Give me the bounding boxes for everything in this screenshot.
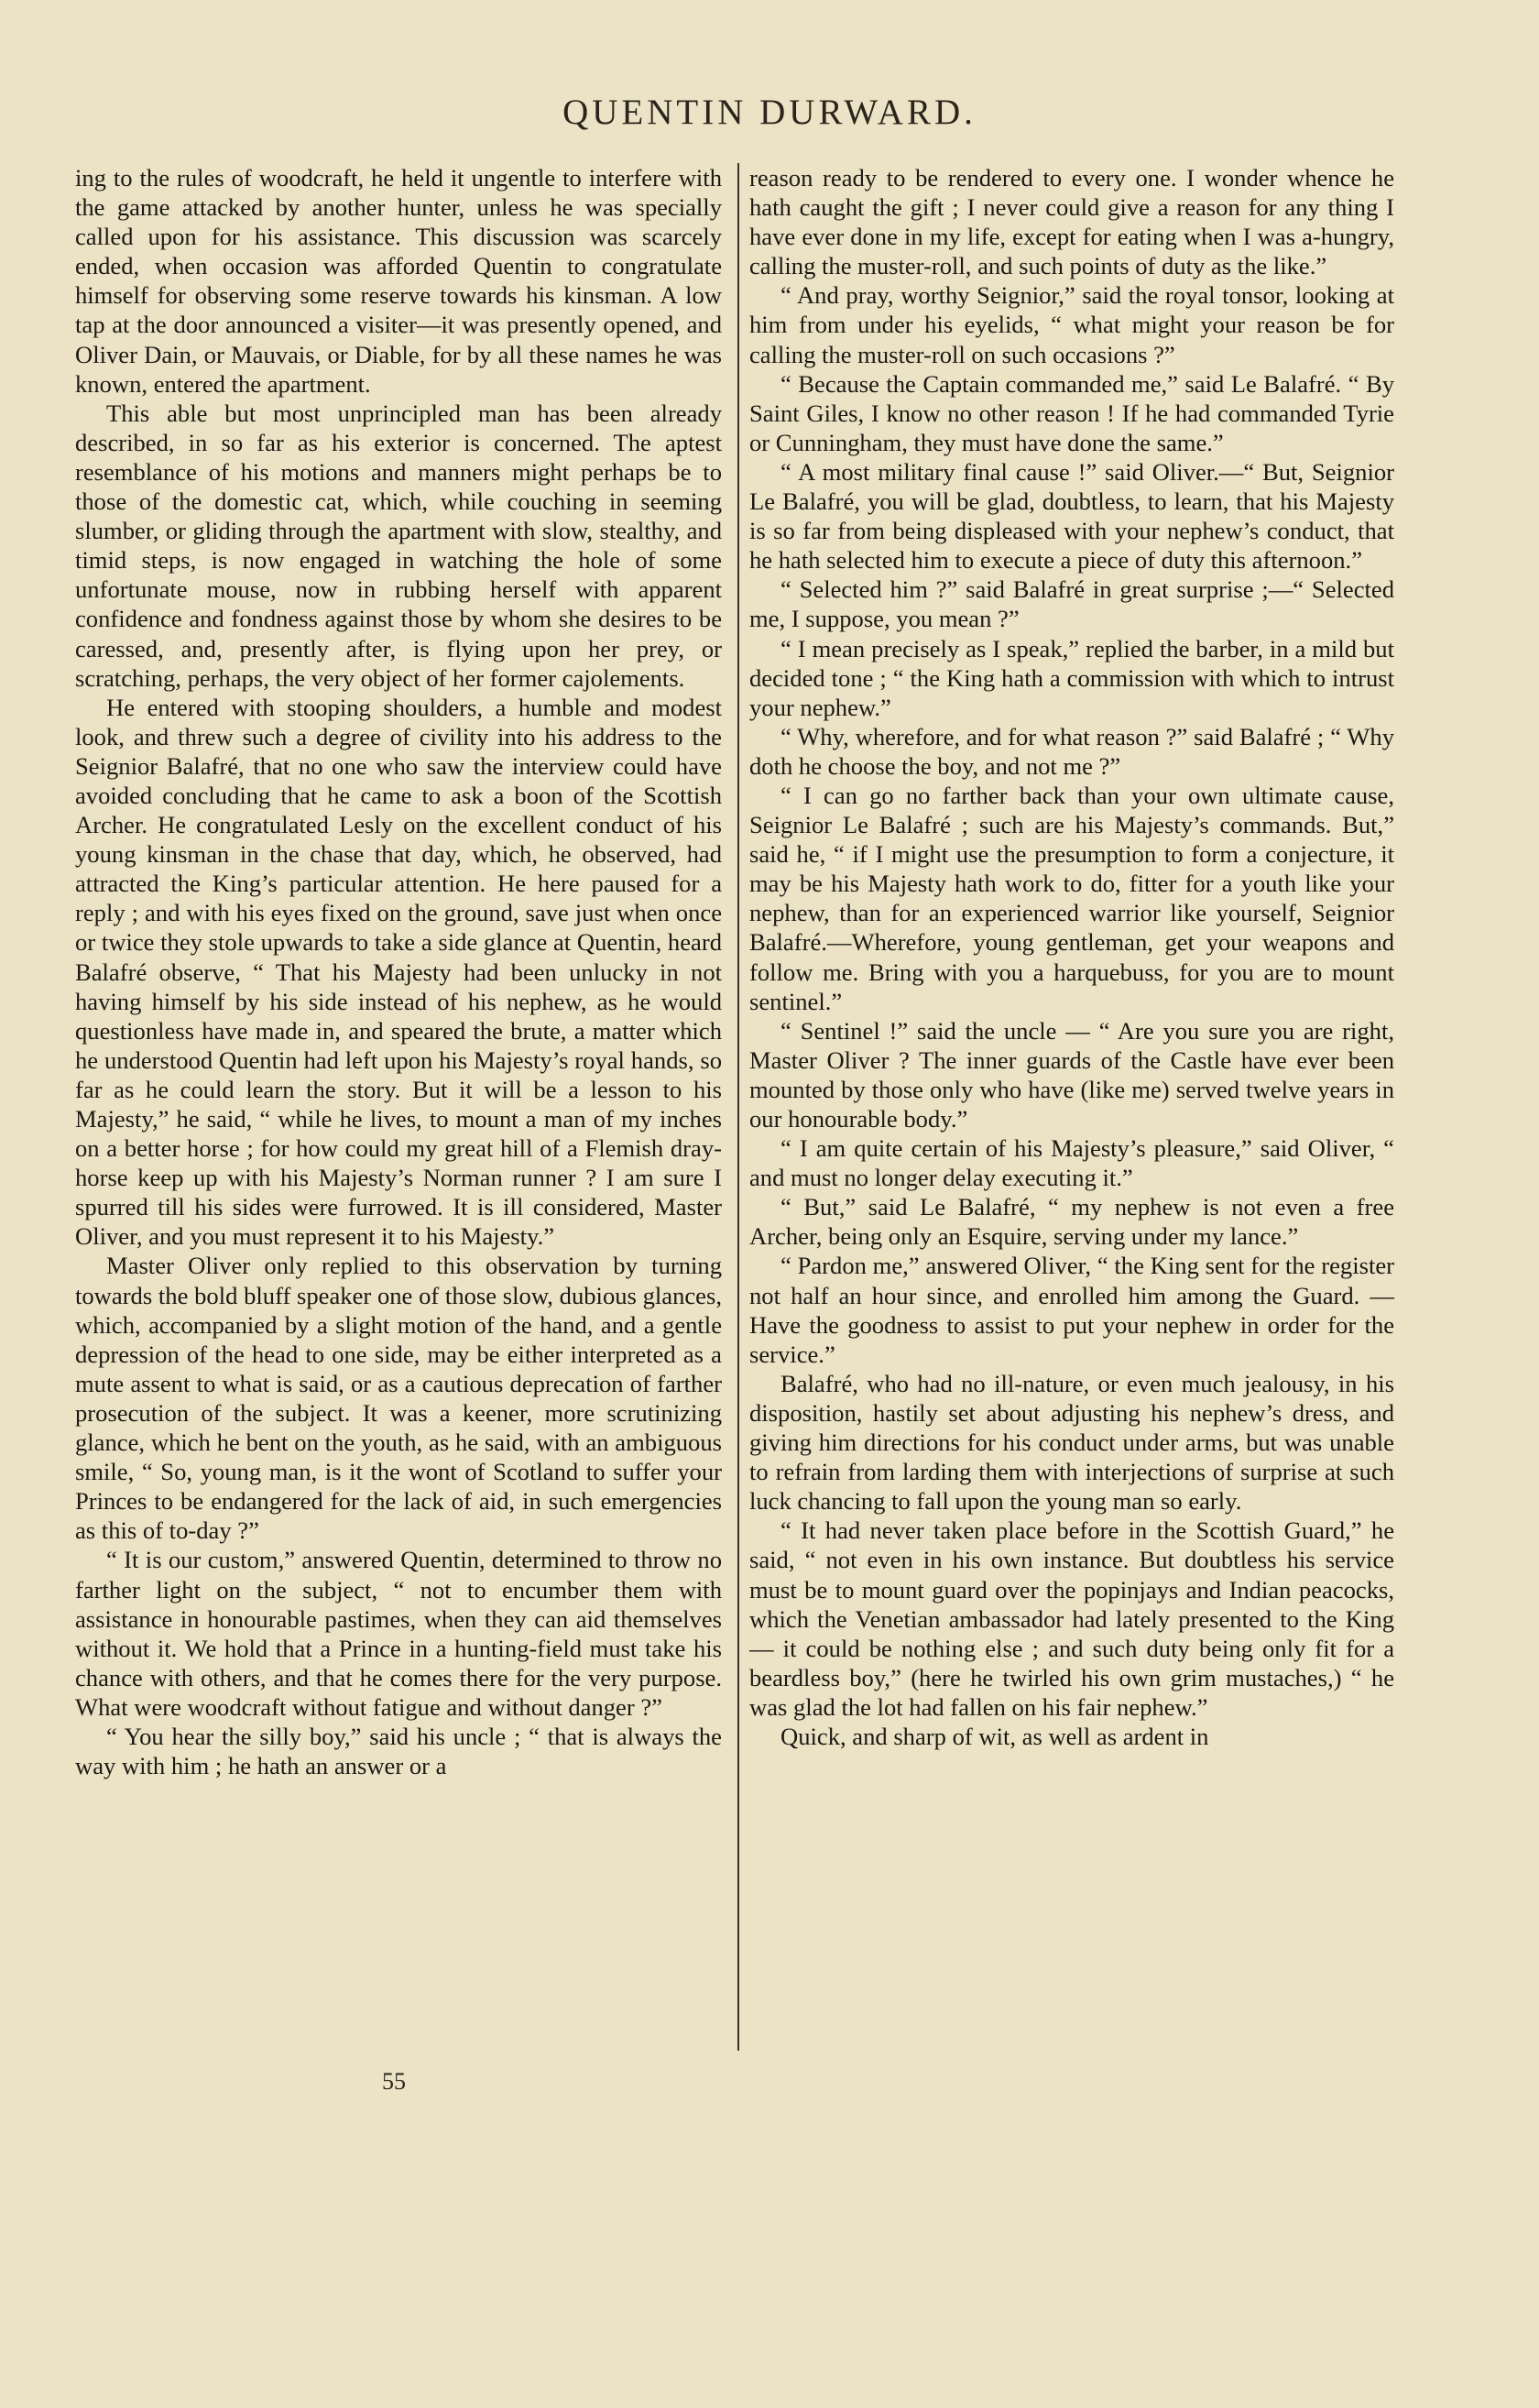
- paragraph: “ You hear the silly boy,” said his uncle ; “ that is always the way with him ; he hath an answer or a: [75, 1722, 722, 1780]
- paragraph: “ And pray, worthy Seignior,” said the royal tonsor, looking at him from under his eyelids, “ what might your reason be for calling the muster-roll on such occasions ?”: [749, 281, 1394, 368]
- paragraph: “ Sentinel !” said the uncle — “ Are you sure you are right, Master Oliver ? The inner guards of the Castle have ever been mounted by those only who have (like me) served twelve years in our honourable body.”: [749, 1016, 1394, 1133]
- running-head: QUENTIN DURWARD.: [562, 93, 977, 132]
- paragraph: “ Why, wherefore, and for what reason ?” said Balafré ; “ Why doth he choose the boy, and not me ?”: [749, 722, 1394, 780]
- paragraph: “ But,” said Le Balafré, “ my nephew is not even a free Archer, being only an Esquire, serving under my lance.”: [749, 1193, 1394, 1251]
- paragraph: “ It is our custom,” answered Quentin, determined to throw no farther light on the subject, “ not to encumber them with assistance in honourable pastimes, when they can aid themselves without it. We hold that a Prince in a hunting-field must take his chance with others, and that he comes there for the very purpose. What were woodcraft without fatigue and without danger ?”: [75, 1546, 722, 1721]
- paragraph: “ I can go no farther back than your own ultimate cause, Seignior Le Balafré ; such are his Majesty’s commands. But,” said he, “ if I might use the presumption to form a conjecture, it may be his Majesty hath work to do, fitter for a youth like your nephew, than for an experienced warrior like yourself, Seignior Balafré.—Wherefore, young gentleman, get your weapons and follow me. Bring with you a harquebuss, for you are to mount sentinel.”: [749, 781, 1394, 1015]
- paragraph: This able but most unprincipled man has been already described, in so far as his exterior is concerned. The aptest resemblance of his motions and manners might perhaps be to those of the domestic cat, which, while couching in seeming slumber, or gliding through the apartment with slow, stealthy, and timid steps, is now engaged in watching the hole of some unfortunate mouse, now in rubbing herself with apparent confidence and fondness against those by whom she desires to be caressed, and, presently after, is flying upon her prey, or scratching, perhaps, the very object of her former cajolements.: [75, 399, 722, 692]
- paragraph: “ Because the Captain commanded me,” said Le Balafré. “ By Saint Giles, I know no other reason ! If he had commanded Tyrie or Cunningham, they must have done the same.”: [749, 369, 1394, 456]
- paragraph: Master Oliver only replied to this observation by turning towards the bold bluff speaker one of those slow, dubious glances, which, accompanied by a slight motion of the hand, and a gentle depression of the head to one side, may be either interpreted as a mute assent to what is said, or as a cautious deprecation of farther prosecution of the subject. It was a keener, more scrutinizing glance, which he bent on the youth, as he said, with an ambiguous smile, “ So, young man, is it the wont of Scotland to suffer your Princes to be endangered for the lack of aid, in such emergencies as this of to-day ?”: [75, 1252, 722, 1545]
- paragraph: ing to the rules of woodcraft, he held it ungentle to interfere with the game attacked by another hunter, unless he was specially called upon for his assistance. This discussion was scarcely ended, when occasion was afforded Quentin to congratulate himself for observing some reserve towards his kinsman. A low tap at the door announced a visiter—it was presently opened, and Oliver Dain, or Mauvais, or Diable, for by all these names he was known, entered the apartment.: [75, 164, 722, 398]
- paragraph: He entered with stooping shoulders, a humble and modest look, and threw such a degree of civility into his address to the Seignior Balafré, that no one who saw the interview could have avoided concluding that he came to ask a boon of the Scottish Archer. He congratulated Lesly on the excellent conduct of his young kinsman in the chase that day, which, he observed, had attracted the King’s particular attention. He here paused for a reply ; and with his eyes fixed on the ground, save just when once or twice they stole upwards to take a side glance at Quentin, heard Balafré observe, “ That his Majesty had been unlucky in not having himself by his side instead of his nephew, as he would questionless have made in, and speared the brute, a matter which he understood Quentin had left upon his Majesty’s royal hands, so far as he could learn the story. But it will be a lesson to his Majesty,” he said, “ while he lives, to mount a man of my inches on a better horse ; for how could my great hill of a Flemish dray-horse keep up with his Majesty’s Norman runner ? I am sure I spurred till his sides were furrowed. It is ill considered, Master Oliver, and you must represent it to his Majesty.”: [75, 693, 722, 1251]
- column-divider: [737, 163, 739, 2051]
- left-column: [75, 163, 722, 1780]
- paragraph: Quick, and sharp of wit, as well as ardent in: [780, 1722, 1209, 1750]
- page-number: 55: [382, 2068, 406, 2095]
- paragraph: “ Selected him ?” said Balafré in great surprise ;—“ Selected me, I suppose, you mean ?”: [749, 575, 1394, 633]
- paragraph: Balafré, who had no ill-nature, or even much jealousy, in his disposition, hastily set about adjusting his nephew’s dress, and giving him directions for his conduct under arms, but was unable to refrain from larding them with interjections of surprise at such luck chancing to fall upon the young man so early.: [749, 1369, 1394, 1516]
- paragraph: “ I am quite certain of his Majesty’s pleasure,” said Oliver, “ and must no longer delay executing it.”: [749, 1134, 1394, 1192]
- right-column: [749, 163, 1394, 1751]
- paragraph: “ I mean precisely as I speak,” replied the barber, in a mild but decided tone ; “ the King hath a commission with which to intrust your nephew.”: [749, 634, 1394, 721]
- paragraph: “ Pardon me,” answered Oliver, “ the King sent for the register not half an hour since, and enrolled him among the Guard. — Have the goodness to assist to put your nephew in order for the service.”: [749, 1252, 1394, 1368]
- paragraph: “ A most military final cause !” said Oliver.—“ But, Seignior Le Balafré, you will be glad, doubtless, to learn, that his Majesty is so far from being displeased with your nephew’s conduct, that he hath selected him to execute a piece of duty this afternoon.”: [749, 457, 1394, 575]
- paragraph: “ It had never taken place before in the Scottish Guard,” he said, “ not even in his own instance. But doubtless his service must be to mount guard over the popinjays and Indian peacocks, which the Venetian ambassador had lately presented to the King — it could be nothing else ; and such duty being only fit for a beardless boy,” (here he twirled his own grim mustaches,) “ he was glad the lot had fallen on his fair nephew.”: [749, 1516, 1394, 1721]
- paragraph: reason ready to be rendered to every one. I wonder whence he hath caught the gift ; I never could give a reason for any thing I have ever done in my life, except for eating when I was a-hungry, calling the muster-roll, and such points of duty as the like.”: [749, 164, 1394, 280]
